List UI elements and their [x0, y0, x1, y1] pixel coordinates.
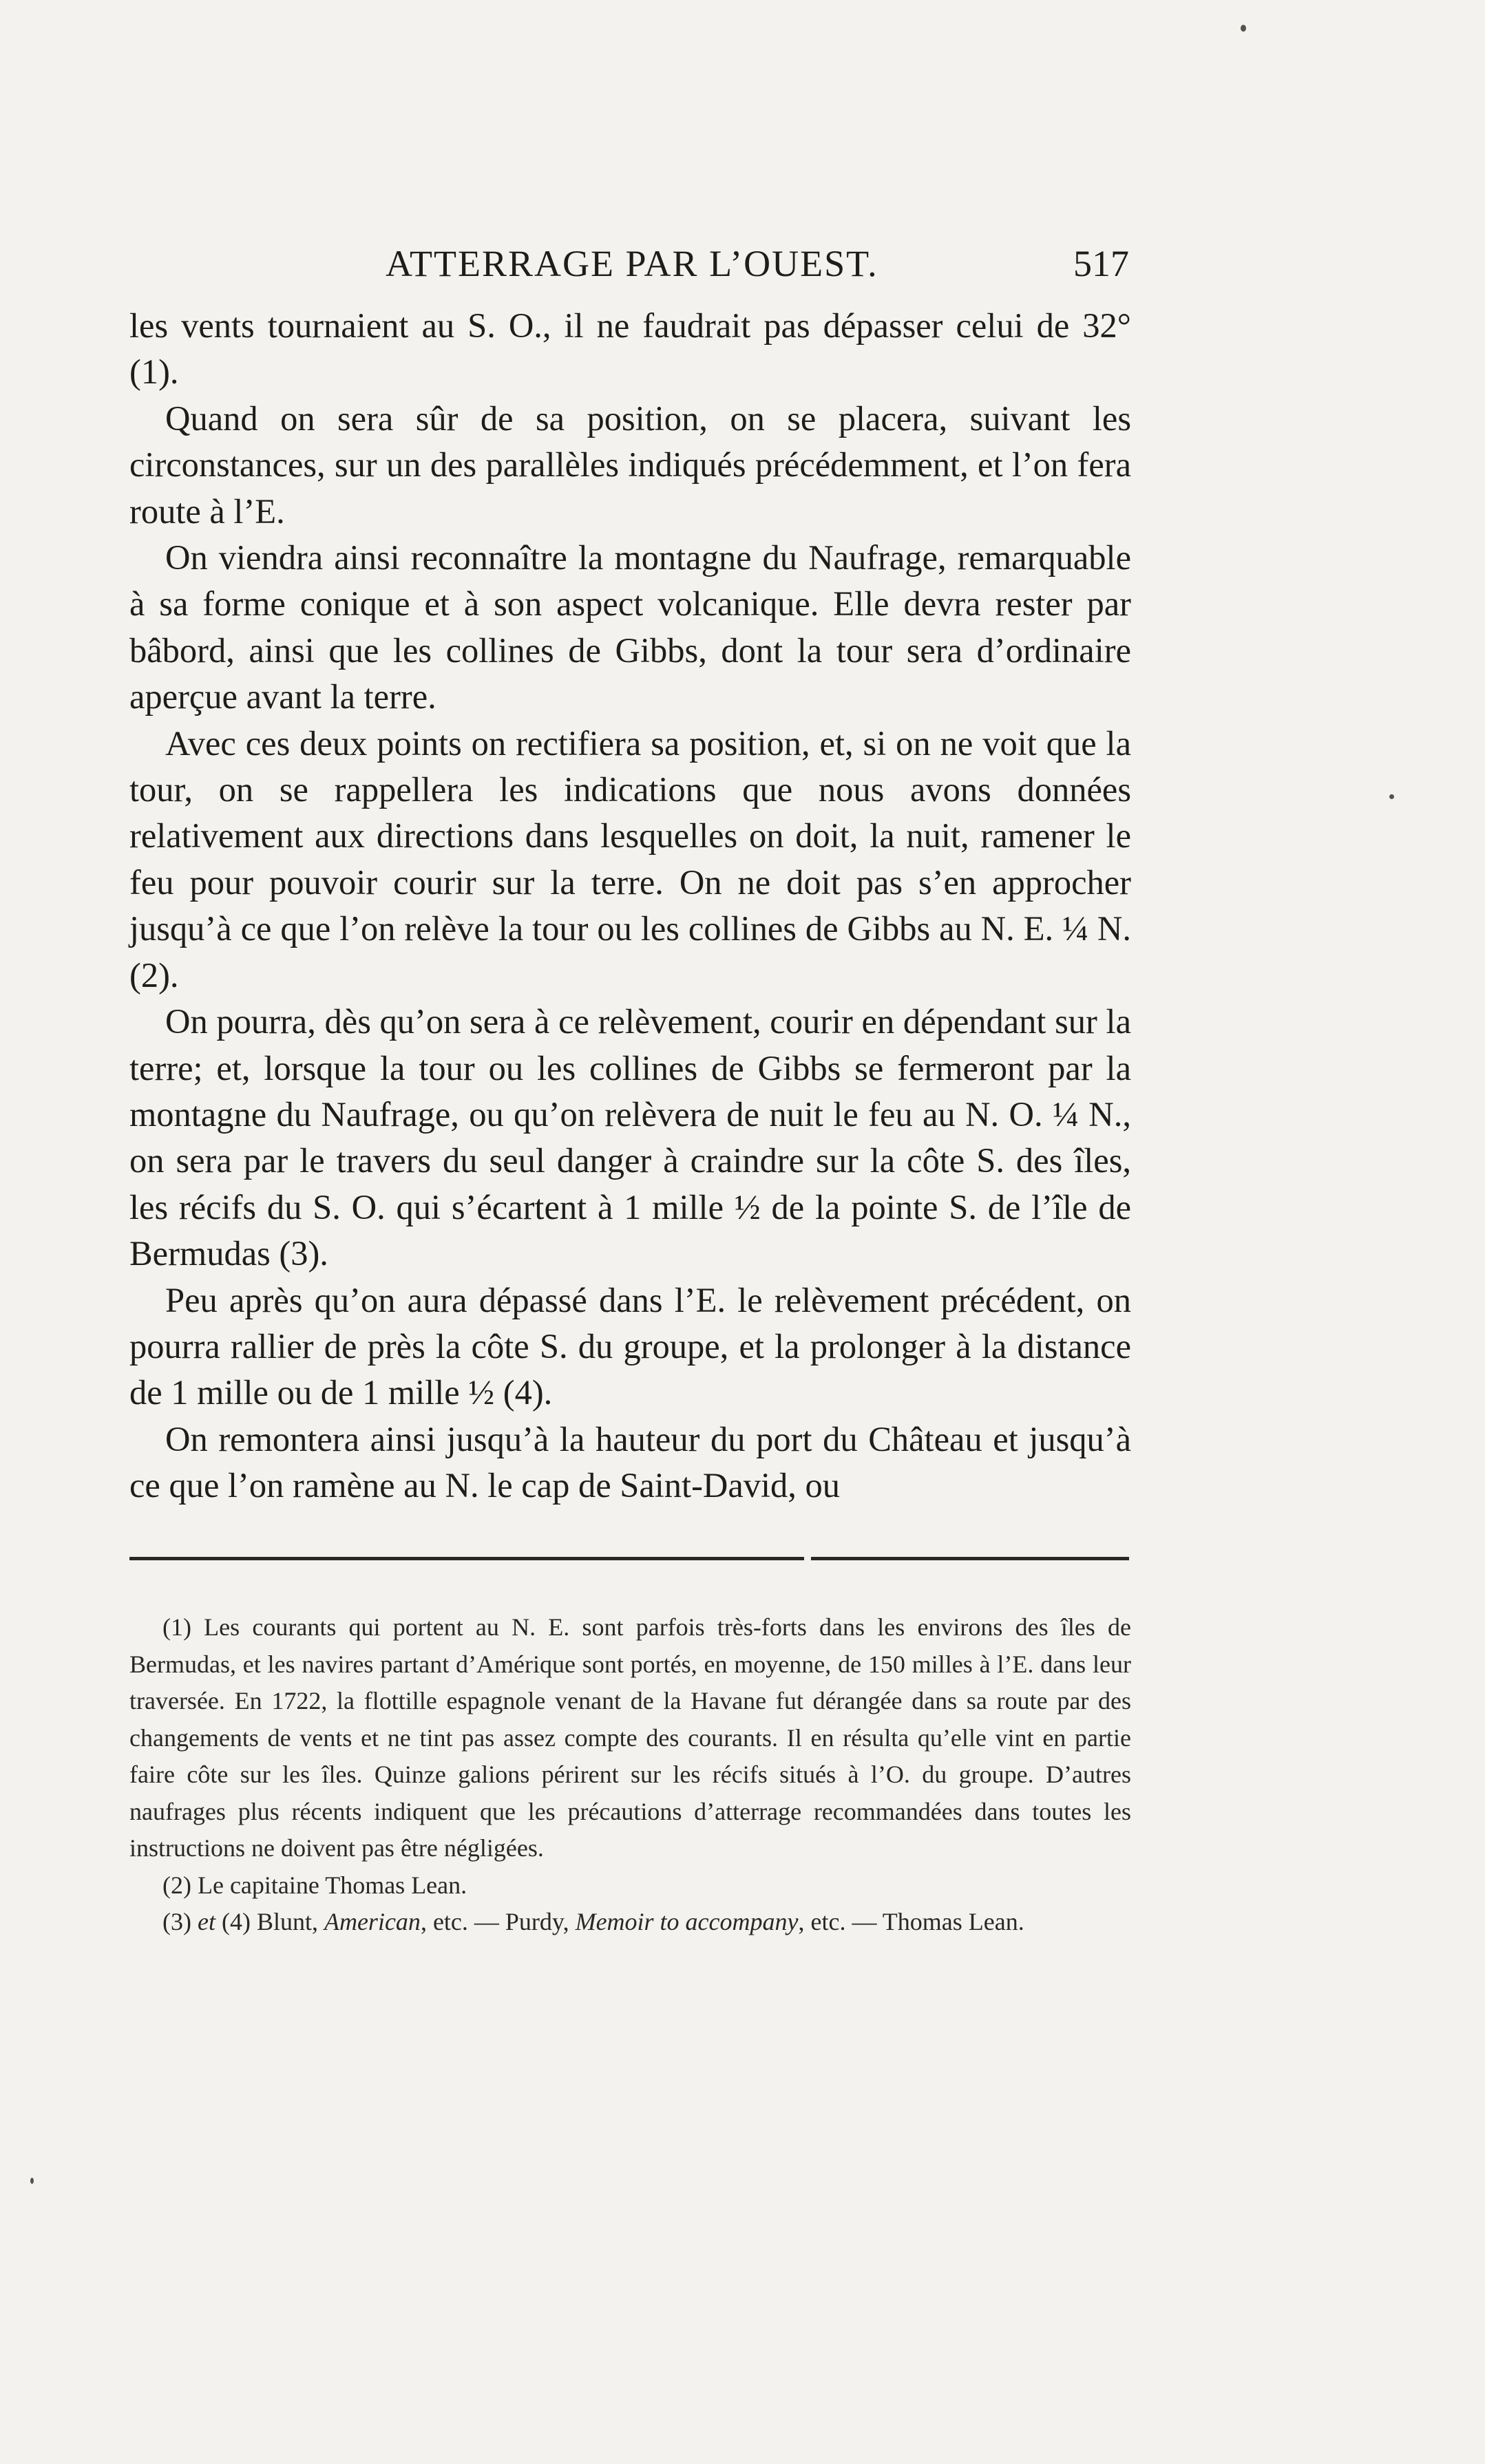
footnote-rule	[129, 1557, 804, 1560]
paragraph: On remontera ainsi jusqu’à la hauteur du port du Château et jusqu’à ce que l’on ramène au N. le cap de Saint-David, ou	[129, 1419, 1131, 1505]
paragraph: Peu après qu’on aura dépassé dans l’E. le relèvement précédent, on pourra rallier de près la côte S. du groupe, et la prolonger à la distance de 1 mille ou de 1 mille ½ (4).	[129, 1280, 1131, 1412]
paragraph: Quand on sera sûr de sa position, on se placera, suivant les circonstances, sur un des parallèles indiqués précédemment, et l’on fera route à l’E.	[129, 399, 1131, 531]
paragraph: Avec ces deux points on rectifiera sa position, et, si on ne voit que la tour, on se rappellera les indications que nous avons données relativement aux directions dans lesquelles on doit, la nuit, ramener le feu pour pouvoir courir sur la terre. On ne doit pas s’en approcher jusqu’à ce que l’on relève la tour ou les collines de Gibbs au N. E. ¼ N. (2).	[129, 723, 1131, 995]
main-text	[129, 303, 1131, 1509]
footnote-rule	[811, 1557, 1129, 1560]
speck-mark	[30, 2178, 34, 2184]
speck-mark	[1389, 794, 1394, 799]
paragraph: On viendra ainsi reconnaître la montagne du Naufrage, remarquable à sa forme conique et à son aspect volcanique. Elle devra rester par bâbord, ainsi que les collines de Gibbs, dont la tour sera d’ordinaire aperçue avant la terre.	[129, 538, 1131, 716]
footnote-3-american: American	[324, 1908, 421, 1935]
page-header	[386, 242, 1129, 290]
footnote-3-tail: , etc. — Thomas Lean.	[798, 1908, 1024, 1935]
page-number: 517	[1073, 243, 1129, 284]
paragraph: On pourra, dès qu’on sera à ce relèvement, courir en dépendant sur la terre; et, lorsque la tour ou les collines de Gibbs se fermeront par la montagne du Naufrage, ou qu’on relèvera de nuit le feu au N. O. ¼ N., on sera par le travers du seul danger à craindre sur la côte S. des îles, les récifs du S. O. qui s’écartent à 1 mille ½ de la pointe S. de l’île de Bermudas (3).	[129, 1002, 1131, 1273]
footnote-3-memoir: Memoir to accompany	[575, 1908, 799, 1935]
footnote-1: (1) Les courants qui portent au N. E. sont parfois très-forts dans les environs des îles de Bermudas, et les navires partant d’Amérique sont portés, en moyenne, de 150 milles à l’E. dans leur traversée. En 1722, la flottille espagnole venant de la Havane fut dérangée dans sa route par des changements de vents et ne tint pas assez compte des courants. Il en résulta qu’elle vint en partie faire côte sur les îles. Quinze galions périrent sur les récifs situés à l’O. du groupe. D’autres naufrages plus récents indiquent que les précautions d’atterrage recommandées dans toutes les instructions ne doivent pas être négligées.	[129, 1613, 1131, 1862]
footnote-3-prefix: (3)	[162, 1908, 198, 1935]
footnotes	[129, 1609, 1131, 1941]
paragraph: les vents tournaient au S. O., il ne faudrait pas dépasser celui de 32° (1).	[129, 306, 1131, 392]
speck-mark	[1241, 25, 1246, 32]
footnote-3-et: et	[197, 1908, 215, 1935]
footnote-3	[129, 1904, 1131, 1941]
footnote-3-mid: (4) Blunt,	[215, 1908, 324, 1935]
footnote-2: (2) Le capitaine Thomas Lean.	[162, 1871, 467, 1899]
running-title: ATTERRAGE PAR L’OUEST.	[386, 243, 878, 284]
footnote-3-mid2: , etc. — Purdy,	[420, 1908, 576, 1935]
